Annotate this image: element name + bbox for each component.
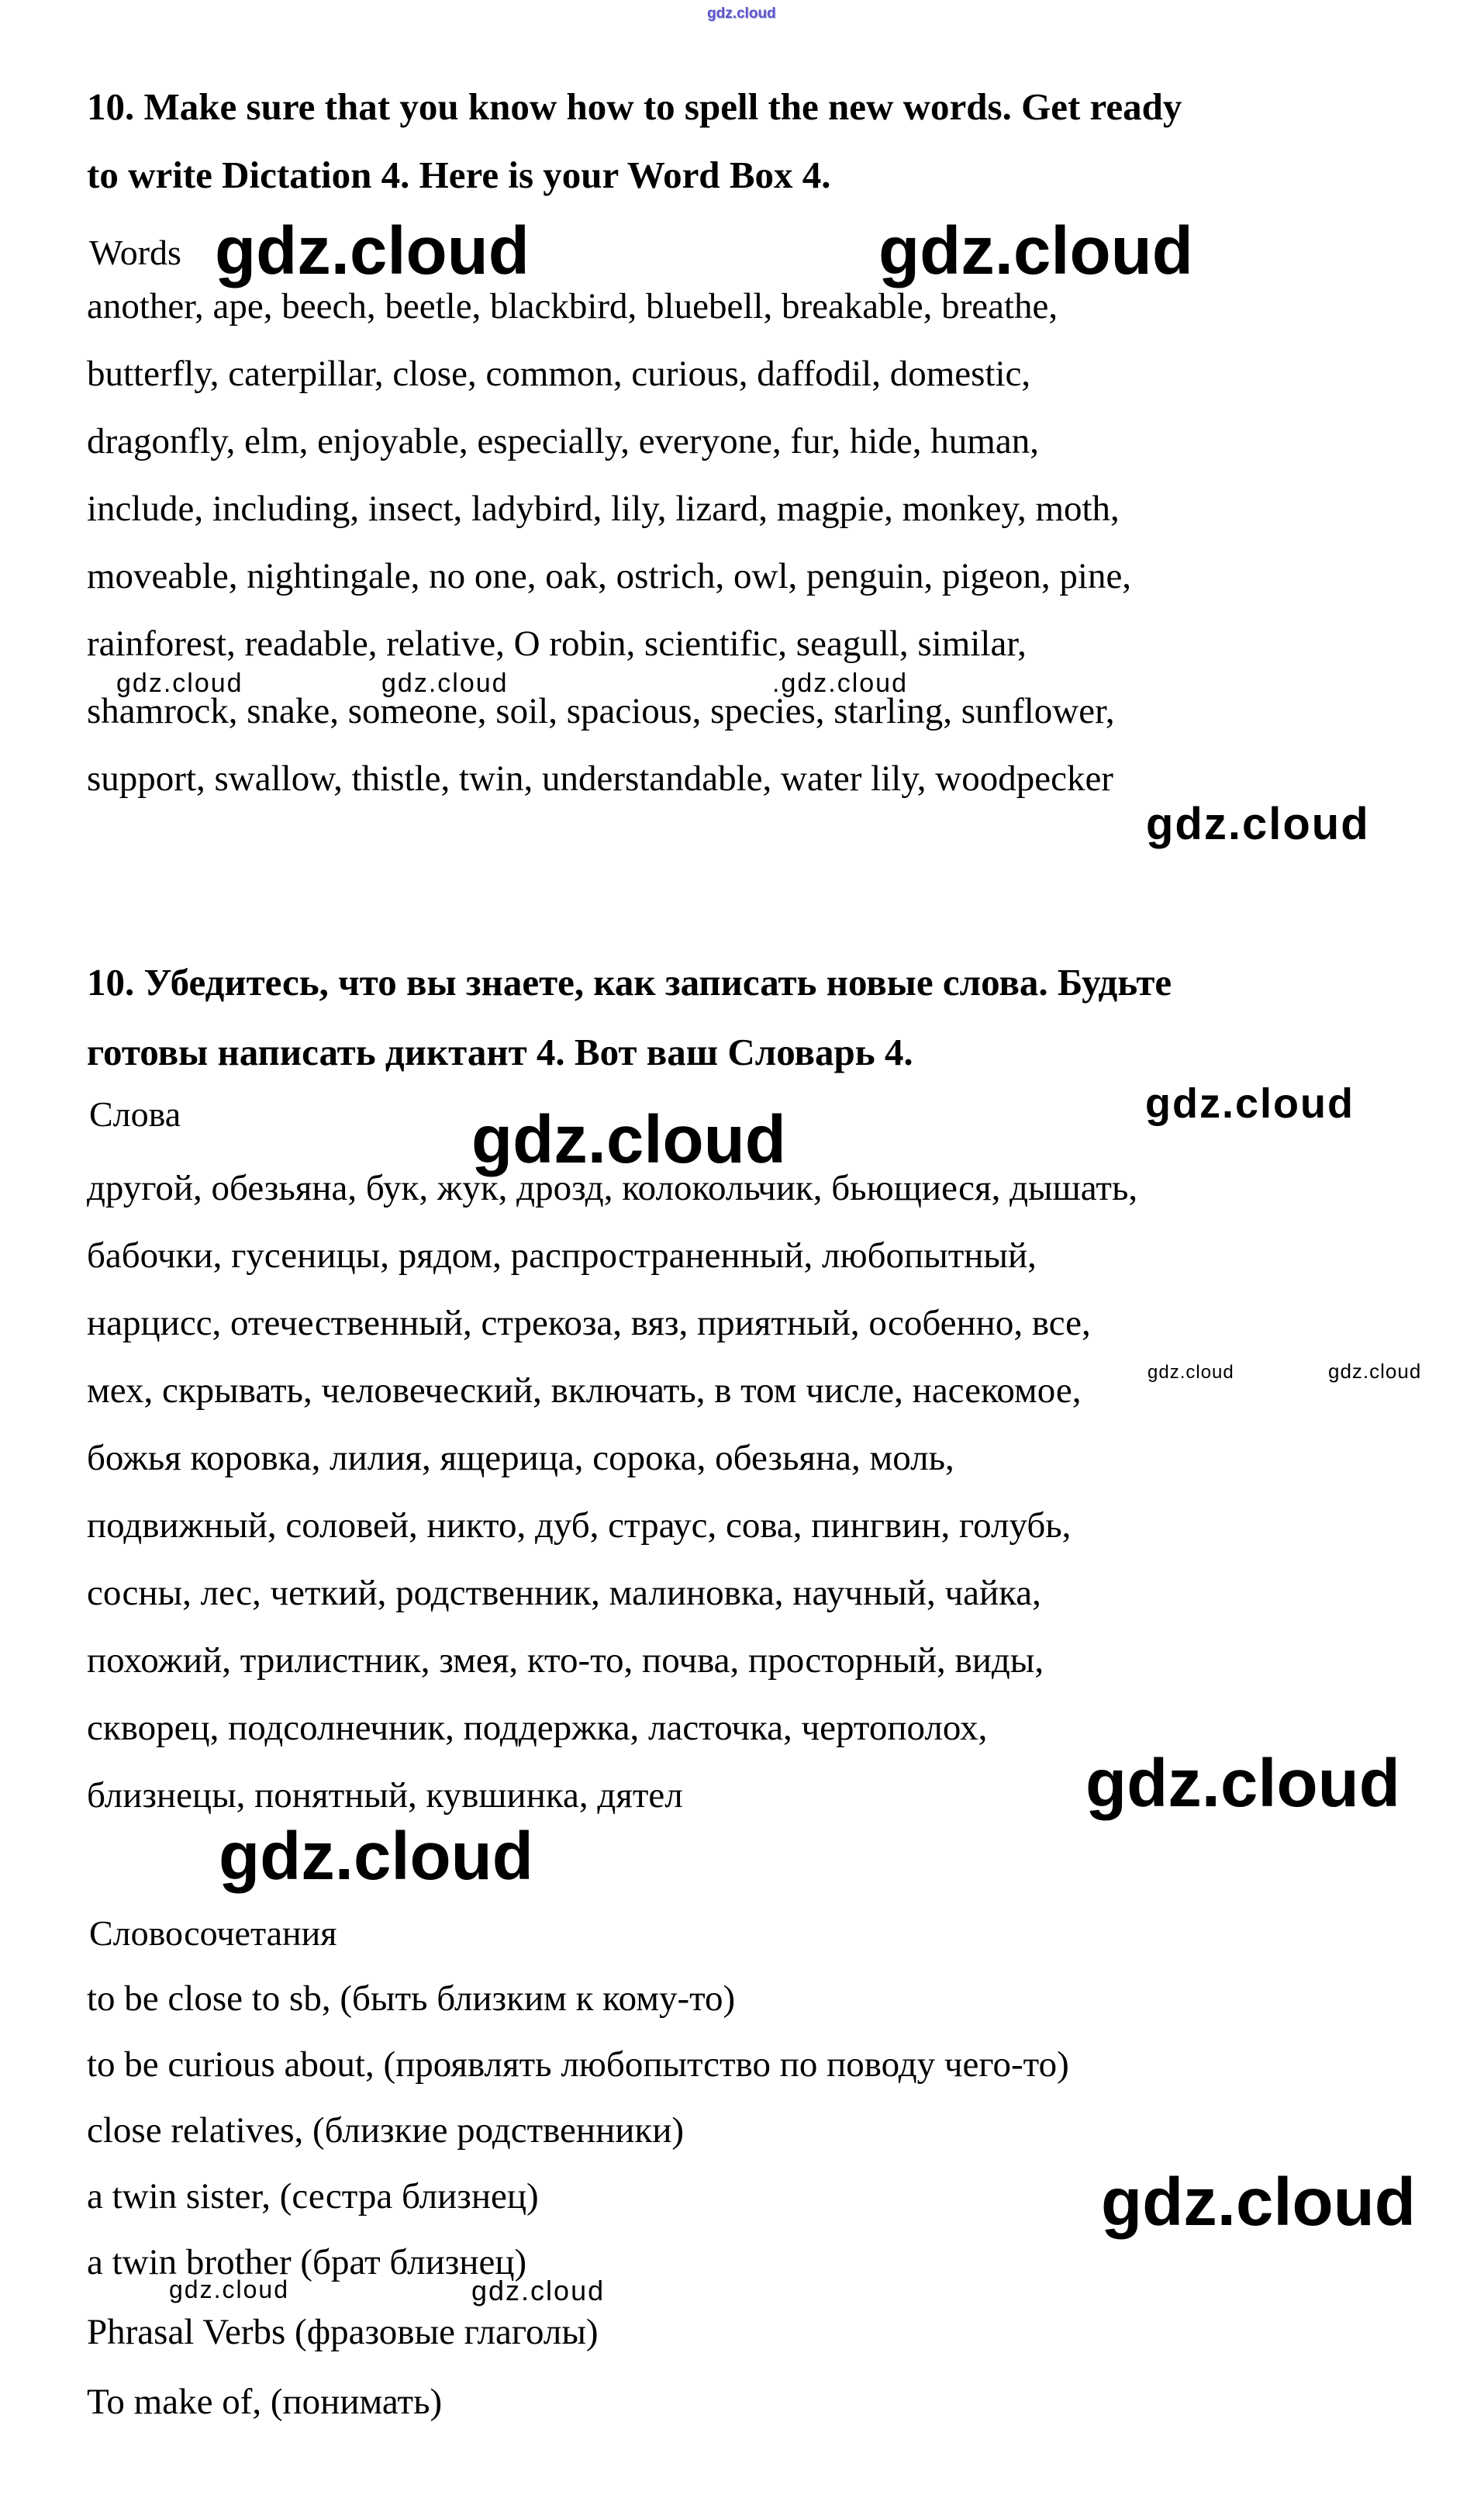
word-box-english [87,273,1131,813]
word-line: близнецы, понятный, кувшинка, дятел [87,1775,683,1816]
word-line: moveable, nightingale, no one, oak, ostrich, owl, penguin, pigeon, pine, [87,556,1132,596]
collocation-line: close relatives, (близкие родственники) [87,2110,685,2151]
word-line: rainforest, readable, relative, O robin, scientific, seagull, similar, [87,624,1027,664]
collocation-line: to be close to sb, (быть близким к кому-то) [87,1978,736,2019]
watermark-gdz-cloud: gdz.cloud [1328,1360,1422,1383]
watermark-gdz-cloud: .gdz.cloud [772,669,908,698]
watermark-gdz-cloud: gdz.cloud [878,213,1193,289]
task-heading-english [87,73,1182,209]
word-line: сосны, лес, четкий, родственник, малиновка, научный, чайка, [87,1573,1041,1613]
word-line: мех, скрывать, человеческий, включать, в том числе, насекомое, [87,1370,1082,1411]
word-line: another, ape, beech, beetle, blackbird, bluebell, breakable, breathe, [87,286,1058,327]
watermark-gdz-cloud: gdz.cloud [215,213,530,289]
word-line: божья коровка, лилия, ящерица, сорока, обезьяна, моль, [87,1438,954,1478]
watermark-gdz-cloud: gdz.cloud [1146,799,1370,849]
words-label-russian: Слова [89,1094,181,1134]
watermark-gdz-cloud: gdz.cloud [169,2275,289,2303]
word-line: butterfly, caterpillar, close, common, curious, daffodil, domestic, [87,354,1031,394]
word-line: include, including, insect, ladybird, lily, lizard, magpie, monkey, moth, [87,489,1120,529]
watermark-gdz-cloud: gdz.cloud [471,1102,786,1177]
word-line: dragonfly, elm, enjoyable, especially, everyone, fur, hide, human, [87,421,1039,461]
word-line: другой, обезьяна, бук, жук, дрозд, колокольчик, бьющиеся, дышать, [87,1168,1138,1208]
watermark-gdz-cloud: gdz.cloud [1145,1080,1355,1127]
collocation-line: a twin sister, (сестра близнец) [87,2176,539,2216]
collocation-line: to be curious about, (проявлять любопытство по поводу чего-то) [87,2044,1069,2085]
word-line: похожий, трилистник, змея, кто-то, почва, просторный, виды, [87,1640,1044,1681]
heading-line: to write Dictation 4. Here is your Word Box 4. [87,154,831,196]
word-line: бабочки, гусеницы, рядом, распространенный, любопытный, [87,1235,1037,1276]
watermark-gdz-cloud: gdz.cloud [116,669,243,698]
word-box-russian [87,1155,1137,1830]
watermark-gdz-cloud: gdz.cloud [1085,1746,1400,1821]
watermark-gdz-cloud: gdz.cloud [381,669,509,698]
task-heading-russian [87,948,1172,1087]
words-label-english: Words [89,233,181,272]
phrasal-verb-line: To make of, (понимать) [87,2382,443,2422]
word-line: скворец, подсолнечник, поддержка, ласточка, чертополох, [87,1708,988,1748]
heading-line: 10. Make sure that you know how to spell the new words. Get ready [87,85,1182,128]
heading-line: готовы написать диктант 4. Вот ваш Словарь 4. [87,1031,913,1073]
collocation-list [87,1966,1069,2296]
heading-line: 10. Убедитесь, что вы знаете, как записать новые слова. Будьте [87,961,1172,1004]
word-line: shamrock, snake, someone, soil, spacious, species, starling, sunflower, [87,691,1115,731]
watermark-gdz-cloud: gdz.cloud [1101,2165,1416,2240]
collocation-line: a twin brother (брат близнец) [87,2242,527,2282]
watermark-gdz-cloud: gdz.cloud [1148,1362,1234,1383]
word-line: подвижный, соловей, никто, дуб, страус, сова, пингвин, голубь, [87,1505,1072,1546]
word-line: support, swallow, thistle, twin, understandable, water lily, woodpecker [87,758,1113,799]
phrasal-verbs-label: Phrasal Verbs (фразовые глаголы) [87,2312,599,2352]
collocations-label: Словосочетания [89,1913,337,1953]
watermark-gdz-cloud: gdz.cloud [471,2275,606,2306]
word-line: нарцисс, отечественный, стрекоза, вяз, приятный, особенно, все, [87,1303,1091,1343]
watermark-gdz-cloud: gdz.cloud [707,5,776,22]
watermark-gdz-cloud: gdz.cloud [219,1819,533,1894]
